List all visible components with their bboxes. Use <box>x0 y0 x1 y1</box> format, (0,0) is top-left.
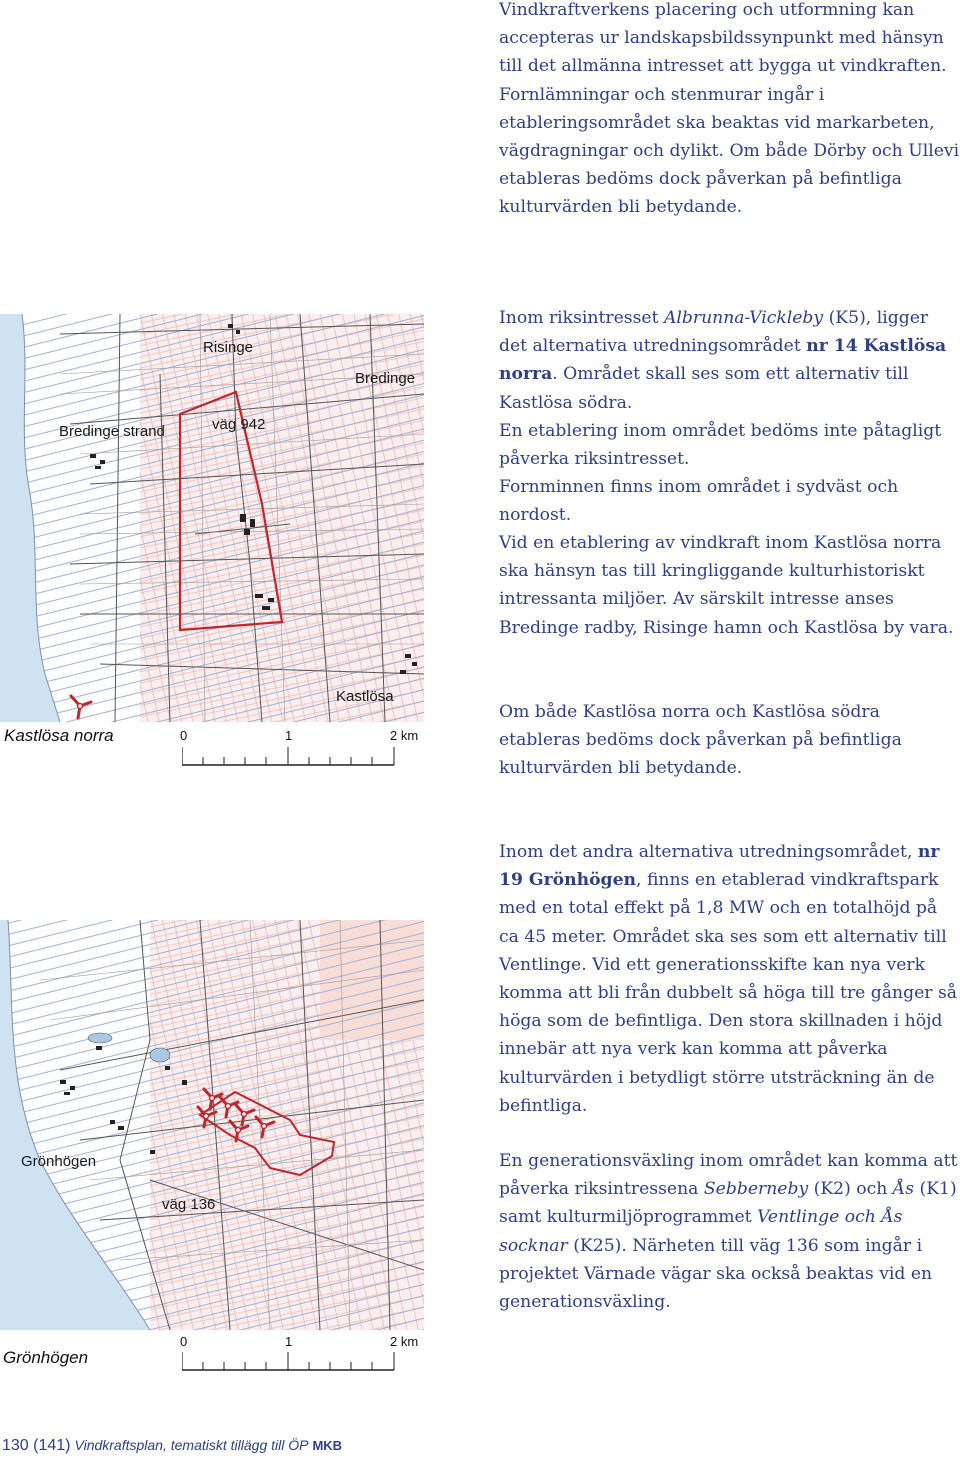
map1-scale-1: 1 <box>285 728 293 743</box>
section3-paragraph-1: Inom det andra alternativa utredningsområdet, nr 19 Grönhögen, finns en etablerad vindkraftspark med en total effekt på 1,8 MW och en totalhöjd på ca 45 meter. Området ska ses som ett alternativ till Ventlinge. Vid ett generationsskifte kan nya verk komma att bli från dubbelt så höga till tre gånger så höga som de befintliga. Den stora skillnaden i höjd innebär att nya verk kan komma att påverka kulturvärden i betydligt större utsträckning än de befintliga. <box>499 842 958 1116</box>
map1-scale-graphic <box>182 743 412 767</box>
map1-scale-2: 2 km <box>390 728 419 743</box>
label-risinge: Risinge <box>203 339 254 356</box>
document-title: Vindkraftsplan, tematiskt tillägg till ÖP <box>74 1437 309 1453</box>
document-org: MKB <box>312 1438 343 1453</box>
map2-scale-1: 1 <box>285 1334 293 1349</box>
map-gronhogen-graphic <box>0 920 424 1330</box>
label-kastlosa: Kastlösa <box>336 688 394 705</box>
label-vag-136: väg 136 <box>162 1196 216 1213</box>
page-footer <box>2 1437 342 1455</box>
section2-paragraph-1: Inom riksintresset Albrunna-Vickleby (K5), ligger det alternativa utredningsområdet nr 14 Kastlösa norra. Området skall ses som ett alternativ till Kastlösa södra. <box>499 308 947 413</box>
section2-paragraph-5: Om både Kastlösa norra och Kastlösa södra etableras bedöms dock påverkan på befintliga kulturvärden bli betydande. <box>499 702 902 779</box>
label-vag-942: väg 942 <box>212 416 266 433</box>
map-kastlosa-norra <box>0 314 424 722</box>
section2-paragraph-2: En etablering inom området bedöms inte påtagligt påverka riksintresset. <box>499 421 942 470</box>
map2-caption: Grönhögen <box>3 1348 89 1367</box>
map2-scale-0: 0 <box>180 1334 188 1349</box>
label-gronhogen: Grönhögen <box>21 1153 97 1170</box>
section2-paragraph-4: Vid en etablering av vindkraft inom Kastlösa norra ska hänsyn tas till kringliggande kulturhistoriskt intressanta miljöer. Av särskilt intresse anses Bredinge radby, Risinge hamn och Kastlösa by vara. <box>499 533 954 638</box>
map1-scale-0: 0 <box>180 728 188 743</box>
section2-paragraph-3: Fornminnen finns inom området i sydväst och nordost. <box>499 477 899 526</box>
map2-scale-2: 2 km <box>390 1334 419 1349</box>
map1-caption: Kastlösa norra <box>4 726 114 745</box>
page-number: 130 (141) <box>2 1437 71 1454</box>
label-bredinge: Bredinge <box>355 370 416 387</box>
label-bredinge-strand: Bredinge strand <box>59 423 165 440</box>
intro-paragraph: Vindkraftverkens placering och utformning kan accepteras ur landskapsbildssynpunkt med hänsyn till det allmänna intresset att bygga ut vindkraften. Fornlämningar och stenmurar ingår i etableringsområdet ska beaktas vid markarbeten, vägdragningar och dylikt. Om både Dörby och Ullevi etableras bedöms dock påverkan på befintliga kulturvärden bli betydande. <box>499 0 960 218</box>
map-gronhogen <box>0 920 424 1330</box>
section3-paragraph-2: En generationsväxling inom området kan komma att påverka riksintressena Sebberneby (K2) och Ås (K1) samt kulturmiljöprogrammet Ventlinge och Ås socknar (K25). Närheten till väg 136 som ingår i projektet Värnade vägar ska också beaktas vid en generationsväxling. <box>499 1151 958 1313</box>
map2-scale-graphic <box>182 1348 412 1372</box>
